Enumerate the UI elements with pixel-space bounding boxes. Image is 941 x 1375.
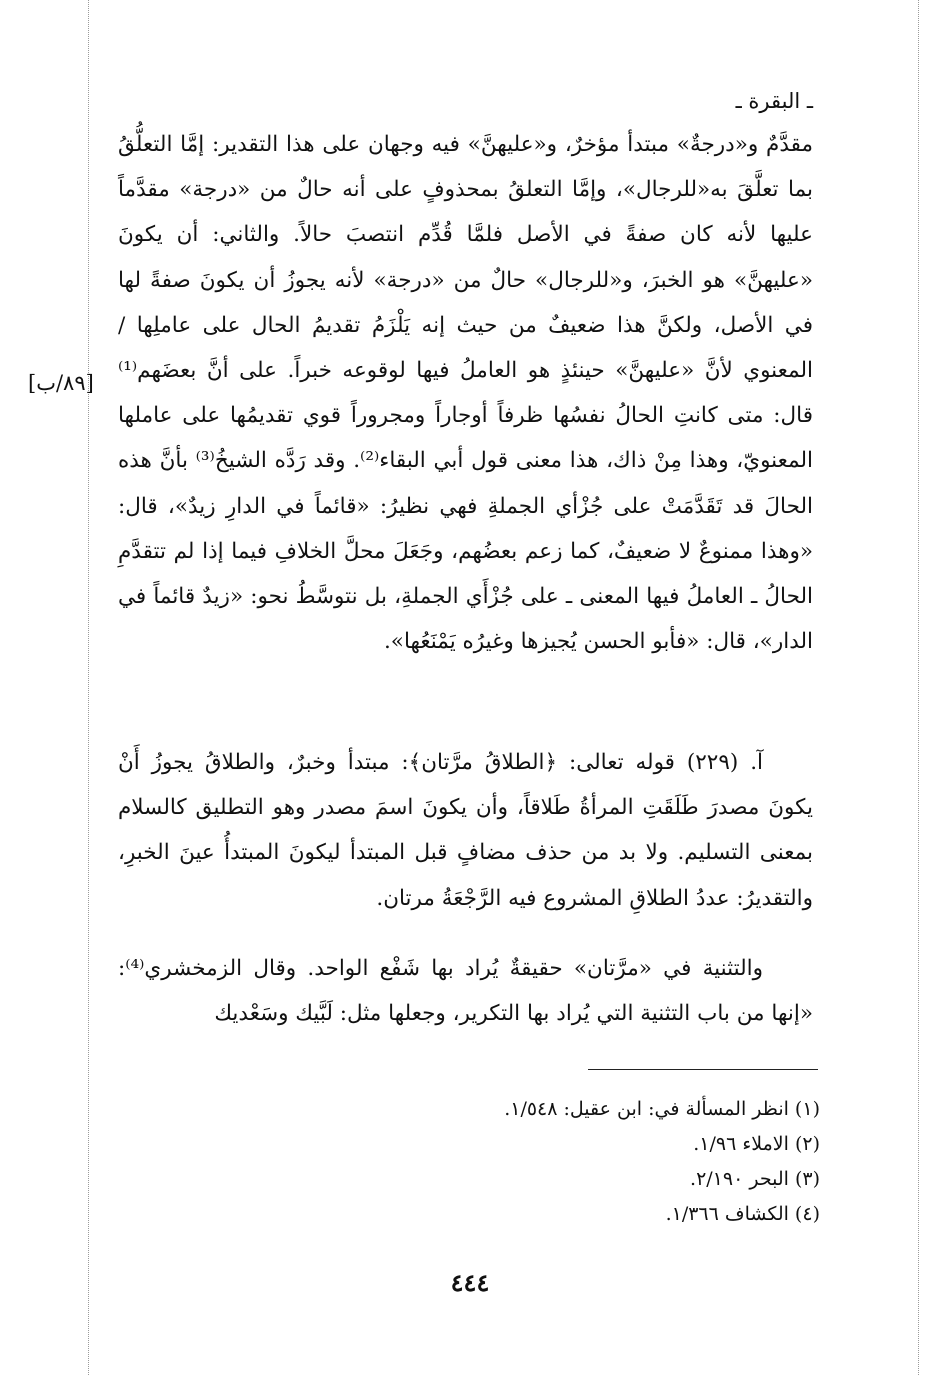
scan-margin-line-right [918, 0, 919, 1375]
scan-margin-line-left [88, 0, 89, 1375]
page-number: ٤٤٤ [450, 1268, 490, 1297]
paragraph-1: مقدَّمٌ و«درجةٌ» مبتدأ مؤخرٌ، و«عليهنَّ» فيه وجهان على هذا التقدير: إمَّا التعلُّقُ بما تعلَّقَ به«للرجال»، وإمَّا التعلقُ بمحذوفٍ على أنه حالٌ من «درجة» مقدَّماً عليها لأنه كان صفةً في الأصل فلمَّا قُدِّم انتصبَ حالاً. والثاني: أن يكونَ «عليهنَّ» هو الخبرَ، و«للرجال» حالٌ من «درجة» لأنه يجوزُ أن يكونَ صفةً لها في الأصل، ولكنَّ هذا ضعيفٌ من حيث إنه يَلْزَمُ تقديمُ الحال على عاملِها / المعنوي لأنَّ «عليهنَّ» حينئذٍ هو العاملُ فيها لوقوعه خبراً. على أنَّ بعضَهم⁽¹⁾ قال: متى كانتِ الحالُ نفسُها ظرفاً أوجاراً ومجروراً قوي تقديمُها على عاملها المعنويّ، وهذا مِنْ ذاك، هذا معنى قول أبي البقاء⁽²⁾. وقد رَدَّه الشيخُ⁽³⁾ بأنَّ هذه الحالَ قد تَقَدَّمَتْ على جُزْأي الجملةِ فهي نظيرُ: «قائماً في الدارِ زيدٌ»، قال: «وهذا ممنوعٌ لا ضعيفٌ، كما زعم بعضُهم، وجَعَلَ محلَّ الخلافِ فيما إذا لم تتقدَّمِ الحالُ ـ العاملُ فيها المعنى ـ على جُزْأَي الجملةِ، بل نتوسَّطُ نحو: «زيدٌ قائماً في الدار»، قال: «فأبو الحسن يُجيزها وغيرُه يَمْنَعُها». [118, 132, 813, 655]
paragraph-3: والتثنية في «مرَّتان» حقيقةٌ يُراد بها شَفْع الواحد. وقال الزمخشري⁽⁴⁾: «إنها من باب التثنية التي يُراد بها التكرير، وجعلها مثل: لَبَّيك وسَعْديك [118, 956, 813, 1027]
footnote-1: (١) انظر المسألة في: ابن عقيل: ١/٥٤٨. [504, 1098, 820, 1120]
footnote-3: (٣) البحر ٢/١٩٠. [690, 1168, 820, 1190]
footnotes [300, 1092, 820, 1232]
footnote-separator [588, 1069, 818, 1070]
footnote-2: (٢) الاملاء ١/٩٦. [693, 1133, 820, 1155]
footnote-4: (٤) الكشاف ١/٣٦٦. [665, 1203, 820, 1225]
manuscript-folio-reference: [٨٩/ب] [28, 371, 94, 395]
running-header: ـ البقرة ـ [735, 89, 813, 113]
paragraph-2: آ. (٢٢٩) قوله تعالى: ﴿الطلاقُ مرَّتان﴾: مبتدأ وخبرٌ، والطلاقُ يجوزُ أَنْ يكونَ مصدرَ طَلَقَتِ المرأةُ طَلاقاً، وأن يكونَ اسمَ مصدر وهو التطليق كالسلام بمعنى التسليم. ولا بد من حذف مضافٍ قبل المبتدأ ليكونَ المبتدأُ عينَ الخبرِ، والتقديرُ: عددُ الطلاقِ المشروع فيه الرَّجْعَةُ مرتان. [118, 750, 813, 911]
